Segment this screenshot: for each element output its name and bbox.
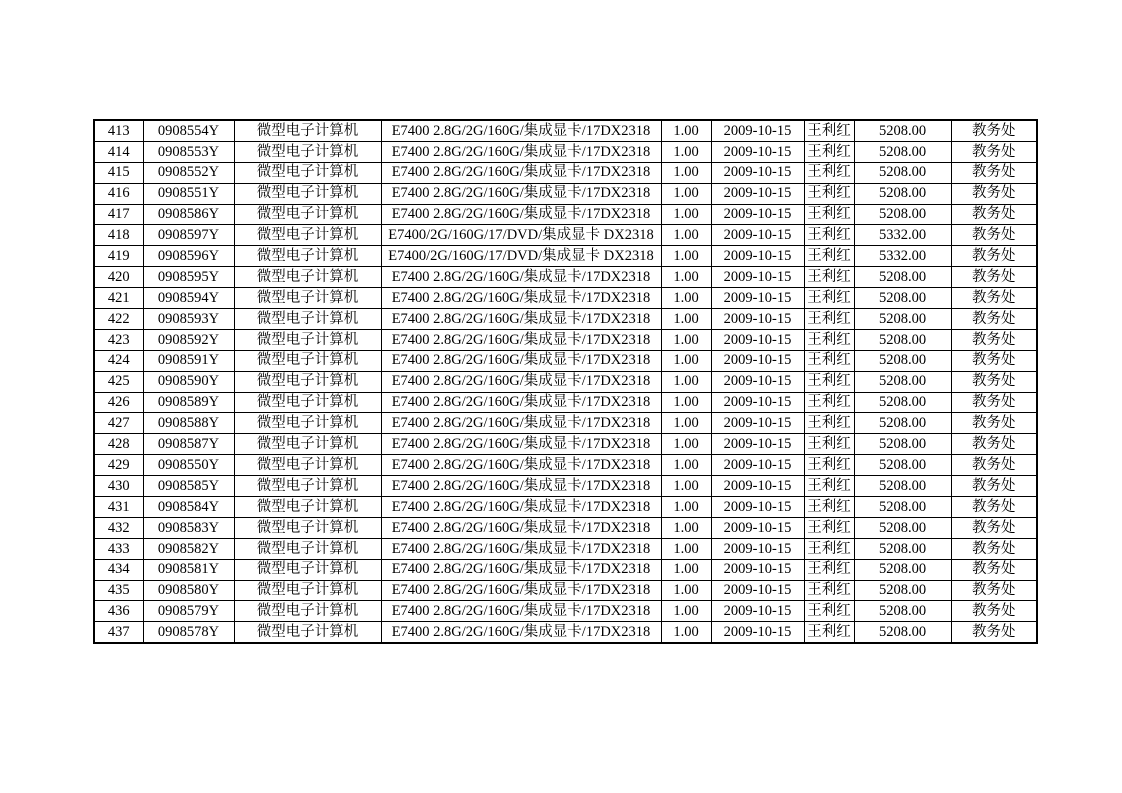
cell-spec: E7400 2.8G/2G/160G/集成显卡/17DX2318: [381, 183, 661, 204]
cell-index: 417: [94, 204, 143, 225]
cell-quantity: 1.00: [661, 455, 711, 476]
cell-item-name: 微型电子计算机: [234, 162, 381, 183]
cell-date: 2009-10-15: [711, 455, 804, 476]
cell-department: 教务处: [951, 204, 1037, 225]
cell-quantity: 1.00: [661, 141, 711, 162]
cell-quantity: 1.00: [661, 622, 711, 643]
cell-department: 教务处: [951, 162, 1037, 183]
cell-handler: 王利红: [804, 225, 854, 246]
cell-price: 5208.00: [854, 329, 951, 350]
cell-item-name: 微型电子计算机: [234, 538, 381, 559]
cell-date: 2009-10-15: [711, 622, 804, 643]
cell-quantity: 1.00: [661, 162, 711, 183]
cell-date: 2009-10-15: [711, 350, 804, 371]
cell-quantity: 1.00: [661, 120, 711, 141]
table-row: [94, 162, 1037, 183]
cell-asset-id: 0908590Y: [143, 371, 234, 392]
cell-price: 5208.00: [854, 371, 951, 392]
cell-asset-id: 0908588Y: [143, 413, 234, 434]
table-row: [94, 434, 1037, 455]
cell-price: 5208.00: [854, 455, 951, 476]
cell-asset-id: 0908582Y: [143, 538, 234, 559]
cell-department: 教务处: [951, 392, 1037, 413]
cell-spec: E7400 2.8G/2G/160G/集成显卡/17DX2318: [381, 538, 661, 559]
cell-handler: 王利红: [804, 183, 854, 204]
cell-handler: 王利红: [804, 392, 854, 413]
cell-quantity: 1.00: [661, 434, 711, 455]
cell-price: 5208.00: [854, 476, 951, 497]
cell-department: 教务处: [951, 329, 1037, 350]
cell-handler: 王利红: [804, 559, 854, 580]
cell-department: 教务处: [951, 288, 1037, 309]
cell-asset-id: 0908551Y: [143, 183, 234, 204]
cell-index: 423: [94, 329, 143, 350]
cell-quantity: 1.00: [661, 601, 711, 622]
cell-index: 436: [94, 601, 143, 622]
cell-handler: 王利红: [804, 413, 854, 434]
cell-date: 2009-10-15: [711, 246, 804, 267]
cell-department: 教务处: [951, 413, 1037, 434]
cell-quantity: 1.00: [661, 476, 711, 497]
cell-index: 419: [94, 246, 143, 267]
cell-item-name: 微型电子计算机: [234, 392, 381, 413]
cell-date: 2009-10-15: [711, 204, 804, 225]
cell-date: 2009-10-15: [711, 162, 804, 183]
table-row: [94, 413, 1037, 434]
cell-asset-id: 0908583Y: [143, 517, 234, 538]
cell-date: 2009-10-15: [711, 517, 804, 538]
cell-handler: 王利红: [804, 288, 854, 309]
table-row: [94, 392, 1037, 413]
cell-handler: 王利红: [804, 120, 854, 141]
cell-index: 431: [94, 497, 143, 518]
cell-asset-id: 0908584Y: [143, 497, 234, 518]
cell-item-name: 微型电子计算机: [234, 204, 381, 225]
cell-item-name: 微型电子计算机: [234, 350, 381, 371]
cell-handler: 王利红: [804, 141, 854, 162]
cell-asset-id: 0908580Y: [143, 580, 234, 601]
cell-item-name: 微型电子计算机: [234, 476, 381, 497]
cell-spec: E7400 2.8G/2G/160G/集成显卡/17DX2318: [381, 559, 661, 580]
cell-spec: E7400 2.8G/2G/160G/集成显卡/17DX2318: [381, 622, 661, 643]
cell-item-name: 微型电子计算机: [234, 413, 381, 434]
table-row: [94, 371, 1037, 392]
cell-department: 教务处: [951, 246, 1037, 267]
cell-quantity: 1.00: [661, 204, 711, 225]
cell-handler: 王利红: [804, 371, 854, 392]
cell-item-name: 微型电子计算机: [234, 309, 381, 330]
cell-asset-id: 0908552Y: [143, 162, 234, 183]
cell-handler: 王利红: [804, 309, 854, 330]
cell-quantity: 1.00: [661, 225, 711, 246]
cell-item-name: 微型电子计算机: [234, 580, 381, 601]
cell-handler: 王利红: [804, 329, 854, 350]
cell-price: 5208.00: [854, 559, 951, 580]
cell-asset-id: 0908595Y: [143, 267, 234, 288]
cell-department: 教务处: [951, 350, 1037, 371]
cell-price: 5208.00: [854, 538, 951, 559]
cell-item-name: 微型电子计算机: [234, 246, 381, 267]
table-row: [94, 141, 1037, 162]
table-row: [94, 309, 1037, 330]
table-row: [94, 204, 1037, 225]
cell-date: 2009-10-15: [711, 183, 804, 204]
cell-index: 418: [94, 225, 143, 246]
cell-spec: E7400/2G/160G/17/DVD/集成显卡 DX2318: [381, 246, 661, 267]
table-row: [94, 497, 1037, 518]
cell-department: 教务处: [951, 455, 1037, 476]
cell-date: 2009-10-15: [711, 225, 804, 246]
cell-department: 教务处: [951, 309, 1037, 330]
cell-asset-id: 0908586Y: [143, 204, 234, 225]
cell-handler: 王利红: [804, 434, 854, 455]
cell-date: 2009-10-15: [711, 309, 804, 330]
cell-spec: E7400 2.8G/2G/160G/集成显卡/17DX2318: [381, 580, 661, 601]
cell-date: 2009-10-15: [711, 434, 804, 455]
cell-item-name: 微型电子计算机: [234, 559, 381, 580]
cell-item-name: 微型电子计算机: [234, 183, 381, 204]
cell-date: 2009-10-15: [711, 141, 804, 162]
table-row: [94, 476, 1037, 497]
cell-quantity: 1.00: [661, 350, 711, 371]
table-row: [94, 538, 1037, 559]
cell-price: 5208.00: [854, 517, 951, 538]
cell-date: 2009-10-15: [711, 288, 804, 309]
cell-price: 5208.00: [854, 413, 951, 434]
cell-handler: 王利红: [804, 204, 854, 225]
table-row: [94, 622, 1037, 643]
cell-handler: 王利红: [804, 517, 854, 538]
cell-item-name: 微型电子计算机: [234, 434, 381, 455]
cell-quantity: 1.00: [661, 288, 711, 309]
cell-spec: E7400 2.8G/2G/160G/集成显卡/17DX2318: [381, 371, 661, 392]
cell-quantity: 1.00: [661, 371, 711, 392]
cell-date: 2009-10-15: [711, 392, 804, 413]
cell-index: 427: [94, 413, 143, 434]
cell-item-name: 微型电子计算机: [234, 371, 381, 392]
cell-item-name: 微型电子计算机: [234, 288, 381, 309]
table-row: [94, 288, 1037, 309]
cell-asset-id: 0908581Y: [143, 559, 234, 580]
cell-quantity: 1.00: [661, 580, 711, 601]
table-row: [94, 183, 1037, 204]
cell-department: 教务处: [951, 183, 1037, 204]
cell-price: 5208.00: [854, 434, 951, 455]
cell-department: 教务处: [951, 141, 1037, 162]
cell-price: 5208.00: [854, 288, 951, 309]
cell-index: 422: [94, 309, 143, 330]
cell-department: 教务处: [951, 559, 1037, 580]
cell-department: 教务处: [951, 497, 1037, 518]
cell-index: 424: [94, 350, 143, 371]
cell-asset-id: 0908593Y: [143, 309, 234, 330]
cell-asset-id: 0908597Y: [143, 225, 234, 246]
cell-spec: E7400 2.8G/2G/160G/集成显卡/17DX2318: [381, 455, 661, 476]
cell-index: 426: [94, 392, 143, 413]
cell-spec: E7400 2.8G/2G/160G/集成显卡/17DX2318: [381, 476, 661, 497]
cell-date: 2009-10-15: [711, 497, 804, 518]
cell-price: 5208.00: [854, 120, 951, 141]
cell-index: 433: [94, 538, 143, 559]
cell-handler: 王利红: [804, 580, 854, 601]
cell-department: 教务处: [951, 434, 1037, 455]
cell-spec: E7400 2.8G/2G/160G/集成显卡/17DX2318: [381, 204, 661, 225]
cell-spec: E7400 2.8G/2G/160G/集成显卡/17DX2318: [381, 288, 661, 309]
cell-index: 428: [94, 434, 143, 455]
table-row: [94, 559, 1037, 580]
cell-asset-id: 0908587Y: [143, 434, 234, 455]
cell-price: 5332.00: [854, 246, 951, 267]
cell-item-name: 微型电子计算机: [234, 329, 381, 350]
cell-item-name: 微型电子计算机: [234, 601, 381, 622]
cell-department: 教务处: [951, 476, 1037, 497]
cell-department: 教务处: [951, 580, 1037, 601]
cell-date: 2009-10-15: [711, 476, 804, 497]
cell-handler: 王利红: [804, 601, 854, 622]
cell-item-name: 微型电子计算机: [234, 622, 381, 643]
cell-asset-id: 0908592Y: [143, 329, 234, 350]
cell-item-name: 微型电子计算机: [234, 267, 381, 288]
cell-index: 416: [94, 183, 143, 204]
cell-date: 2009-10-15: [711, 329, 804, 350]
cell-index: 421: [94, 288, 143, 309]
cell-item-name: 微型电子计算机: [234, 141, 381, 162]
cell-date: 2009-10-15: [711, 120, 804, 141]
cell-asset-id: 0908578Y: [143, 622, 234, 643]
cell-date: 2009-10-15: [711, 601, 804, 622]
table-row: [94, 267, 1037, 288]
cell-spec: E7400 2.8G/2G/160G/集成显卡/17DX2318: [381, 601, 661, 622]
cell-item-name: 微型电子计算机: [234, 497, 381, 518]
cell-spec: E7400 2.8G/2G/160G/集成显卡/17DX2318: [381, 350, 661, 371]
cell-quantity: 1.00: [661, 413, 711, 434]
table-row: [94, 580, 1037, 601]
table-row: [94, 350, 1037, 371]
cell-spec: E7400 2.8G/2G/160G/集成显卡/17DX2318: [381, 329, 661, 350]
cell-price: 5208.00: [854, 350, 951, 371]
cell-index: 430: [94, 476, 143, 497]
cell-department: 教务处: [951, 517, 1037, 538]
table-row: [94, 455, 1037, 476]
cell-spec: E7400 2.8G/2G/160G/集成显卡/17DX2318: [381, 141, 661, 162]
cell-department: 教务处: [951, 225, 1037, 246]
cell-date: 2009-10-15: [711, 413, 804, 434]
cell-price: 5208.00: [854, 183, 951, 204]
cell-handler: 王利红: [804, 246, 854, 267]
cell-item-name: 微型电子计算机: [234, 517, 381, 538]
cell-spec: E7400 2.8G/2G/160G/集成显卡/17DX2318: [381, 413, 661, 434]
cell-handler: 王利红: [804, 497, 854, 518]
cell-price: 5208.00: [854, 141, 951, 162]
cell-handler: 王利红: [804, 476, 854, 497]
cell-index: 434: [94, 559, 143, 580]
cell-asset-id: 0908589Y: [143, 392, 234, 413]
cell-price: 5208.00: [854, 267, 951, 288]
cell-department: 教务处: [951, 538, 1037, 559]
cell-department: 教务处: [951, 371, 1037, 392]
table-row: [94, 246, 1037, 267]
cell-asset-id: 0908579Y: [143, 601, 234, 622]
cell-handler: 王利红: [804, 455, 854, 476]
cell-quantity: 1.00: [661, 267, 711, 288]
cell-index: 435: [94, 580, 143, 601]
cell-quantity: 1.00: [661, 559, 711, 580]
cell-quantity: 1.00: [661, 329, 711, 350]
cell-asset-id: 0908591Y: [143, 350, 234, 371]
cell-index: 420: [94, 267, 143, 288]
cell-asset-id: 0908550Y: [143, 455, 234, 476]
cell-spec: E7400 2.8G/2G/160G/集成显卡/17DX2318: [381, 497, 661, 518]
cell-quantity: 1.00: [661, 246, 711, 267]
cell-asset-id: 0908596Y: [143, 246, 234, 267]
cell-spec: E7400 2.8G/2G/160G/集成显卡/17DX2318: [381, 392, 661, 413]
cell-handler: 王利红: [804, 622, 854, 643]
cell-index: 415: [94, 162, 143, 183]
cell-item-name: 微型电子计算机: [234, 455, 381, 476]
cell-price: 5208.00: [854, 622, 951, 643]
cell-spec: E7400 2.8G/2G/160G/集成显卡/17DX2318: [381, 517, 661, 538]
cell-item-name: 微型电子计算机: [234, 225, 381, 246]
cell-item-name: 微型电子计算机: [234, 120, 381, 141]
cell-index: 432: [94, 517, 143, 538]
cell-date: 2009-10-15: [711, 267, 804, 288]
cell-handler: 王利红: [804, 350, 854, 371]
cell-department: 教务处: [951, 120, 1037, 141]
table-row: [94, 329, 1037, 350]
cell-quantity: 1.00: [661, 183, 711, 204]
cell-index: 429: [94, 455, 143, 476]
cell-price: 5332.00: [854, 225, 951, 246]
inventory-table-body: [94, 120, 1037, 643]
cell-quantity: 1.00: [661, 392, 711, 413]
cell-price: 5208.00: [854, 601, 951, 622]
cell-price: 5208.00: [854, 392, 951, 413]
cell-spec: E7400/2G/160G/17/DVD/集成显卡 DX2318: [381, 225, 661, 246]
cell-price: 5208.00: [854, 204, 951, 225]
cell-date: 2009-10-15: [711, 559, 804, 580]
cell-asset-id: 0908585Y: [143, 476, 234, 497]
cell-quantity: 1.00: [661, 497, 711, 518]
cell-spec: E7400 2.8G/2G/160G/集成显卡/17DX2318: [381, 434, 661, 455]
cell-spec: E7400 2.8G/2G/160G/集成显卡/17DX2318: [381, 267, 661, 288]
inventory-table: [93, 119, 1038, 644]
cell-quantity: 1.00: [661, 538, 711, 559]
cell-price: 5208.00: [854, 309, 951, 330]
cell-price: 5208.00: [854, 497, 951, 518]
cell-quantity: 1.00: [661, 517, 711, 538]
cell-spec: E7400 2.8G/2G/160G/集成显卡/17DX2318: [381, 120, 661, 141]
cell-department: 教务处: [951, 622, 1037, 643]
cell-date: 2009-10-15: [711, 371, 804, 392]
cell-price: 5208.00: [854, 162, 951, 183]
cell-department: 教务处: [951, 601, 1037, 622]
cell-handler: 王利红: [804, 538, 854, 559]
cell-spec: E7400 2.8G/2G/160G/集成显卡/17DX2318: [381, 309, 661, 330]
cell-index: 413: [94, 120, 143, 141]
cell-date: 2009-10-15: [711, 580, 804, 601]
cell-index: 437: [94, 622, 143, 643]
cell-handler: 王利红: [804, 267, 854, 288]
cell-index: 425: [94, 371, 143, 392]
cell-department: 教务处: [951, 267, 1037, 288]
cell-date: 2009-10-15: [711, 538, 804, 559]
cell-index: 414: [94, 141, 143, 162]
cell-quantity: 1.00: [661, 309, 711, 330]
table-row: [94, 225, 1037, 246]
cell-handler: 王利红: [804, 162, 854, 183]
table-row: [94, 517, 1037, 538]
cell-asset-id: 0908554Y: [143, 120, 234, 141]
cell-price: 5208.00: [854, 580, 951, 601]
table-row: [94, 601, 1037, 622]
table-row: [94, 120, 1037, 141]
cell-spec: E7400 2.8G/2G/160G/集成显卡/17DX2318: [381, 162, 661, 183]
cell-asset-id: 0908553Y: [143, 141, 234, 162]
cell-asset-id: 0908594Y: [143, 288, 234, 309]
